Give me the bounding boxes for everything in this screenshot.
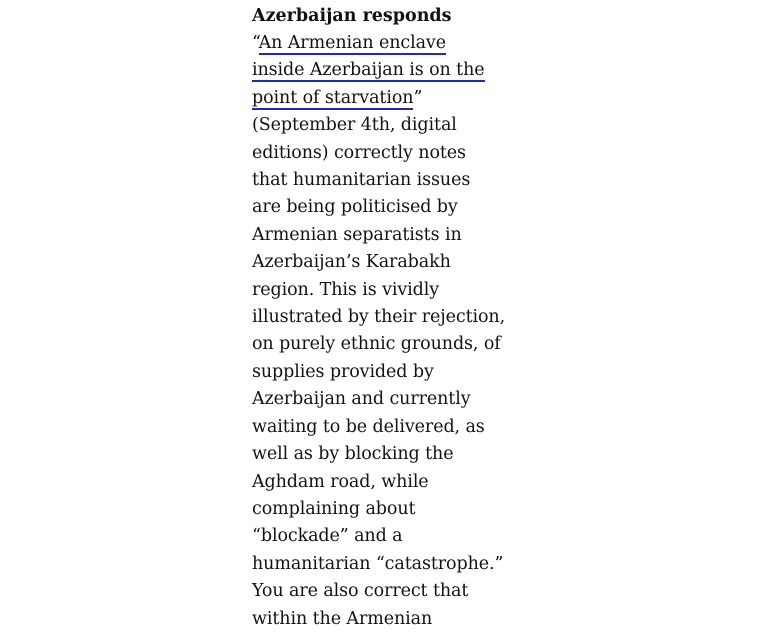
body-line: Azerbaijan’s Karabakh	[252, 252, 451, 273]
body-line: on purely ethnic grounds, of	[252, 334, 501, 355]
link-line-3	[252, 85, 502, 112]
open-quote: “	[252, 33, 259, 53]
body-line: waiting to be delivered, as	[252, 416, 485, 437]
letter-column	[252, 3, 506, 633]
body-line: “blockade” and a	[252, 526, 403, 547]
body-line: are being politicised by	[252, 197, 458, 218]
letter-heading: Azerbaijan responds	[252, 6, 452, 26]
body-line: Azerbaijan and currently	[252, 389, 471, 410]
body-line: (September 4th, digital	[252, 115, 457, 136]
close-quote: ”	[413, 87, 423, 108]
article-link-part-1[interactable]: An Armenian enclave	[258, 33, 446, 53]
body-line: within the Armenian	[252, 608, 433, 629]
body-line: Armenian separatists in	[252, 224, 462, 245]
article-link-part-2[interactable]: inside Azerbaijan is on the	[252, 60, 485, 81]
body-line: illustrated by their rejection,	[252, 307, 506, 328]
link-line-1	[252, 30, 502, 57]
body-line: complaining about	[252, 498, 416, 519]
body-line: that humanitarian issues	[252, 170, 471, 191]
body-line: supplies provided by	[252, 361, 434, 382]
body-line: well as by blocking the	[252, 444, 454, 465]
body-line: Aghdam road, while	[252, 471, 429, 492]
body-line: editions) correctly notes	[252, 142, 466, 163]
body-line: region. This is vividly	[252, 279, 440, 300]
body-line: humanitarian “catastrophe.”	[252, 553, 504, 574]
article-link-part-3[interactable]: point of starvation	[252, 87, 414, 108]
body-line: You are also correct that	[252, 581, 469, 602]
link-line-2	[252, 57, 502, 84]
